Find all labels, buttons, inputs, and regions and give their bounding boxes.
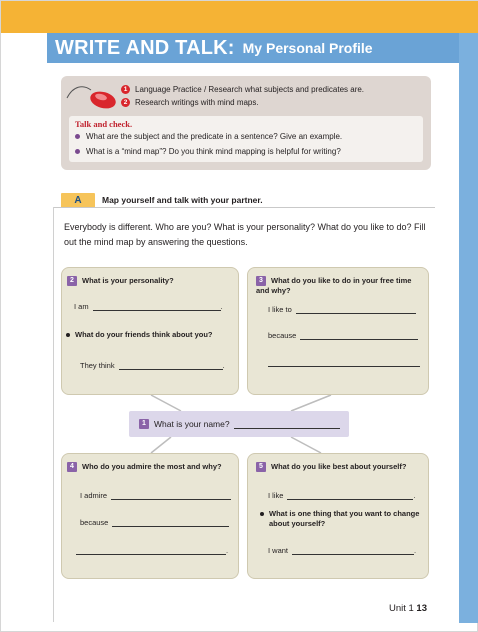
card-number: 2 — [67, 276, 77, 286]
answer-prefix: They think — [80, 361, 115, 370]
answer-end: . — [220, 302, 223, 311]
answer-line[interactable] — [80, 361, 225, 370]
card-free-time — [247, 267, 429, 395]
card-number: 3 — [256, 276, 266, 286]
section-intro: Everybody is different. Who are you? What is your personality? What do you like to do? Fill out the mind map by answering the questions. — [64, 222, 426, 247]
goal-number: 2 — [121, 98, 130, 107]
answer-line[interactable] — [268, 546, 416, 555]
card-number: 4 — [67, 462, 77, 472]
card-admire — [61, 453, 239, 579]
bullet-icon — [66, 333, 70, 337]
goal-number: 1 — [121, 85, 130, 94]
answer-prefix: because — [268, 331, 297, 340]
answer-end: . — [414, 546, 417, 555]
answer-blank[interactable] — [287, 499, 413, 500]
answer-line[interactable] — [80, 518, 229, 527]
answer-prefix: I like — [268, 491, 284, 500]
question-text: What is a “mind map”? Do you think mind mapping is helpful for writing? — [86, 147, 341, 156]
bullet-question — [66, 330, 213, 339]
answer-prefix: I like to — [268, 305, 292, 314]
unit-label: Unit 1 — [388, 603, 414, 614]
card-heading — [67, 276, 235, 286]
card-number: 5 — [256, 462, 266, 472]
answer-prefix: because — [80, 518, 109, 527]
answer-blank[interactable] — [112, 526, 229, 527]
answer-end: . — [226, 546, 229, 555]
answer-prefix: I am — [74, 302, 89, 311]
answer-blank[interactable] — [268, 366, 420, 367]
card-heading — [256, 276, 424, 296]
card-heading — [67, 462, 235, 472]
answer-line[interactable] — [268, 491, 416, 500]
goal-text: Research writings with mind maps. — [135, 98, 259, 107]
bullet-question — [260, 509, 426, 529]
card-heading — [256, 462, 426, 472]
answer-line[interactable] — [80, 491, 231, 500]
card-like-best — [247, 453, 429, 579]
question-text: What is your name? — [154, 419, 230, 429]
header-subtitle: My Personal Profile — [242, 40, 373, 56]
goal-text: Language Practice / Research what subjects and predicates are. — [135, 85, 365, 94]
answer-blank[interactable] — [234, 428, 340, 429]
answer-prefix: I admire — [80, 491, 108, 500]
answer-blank[interactable] — [93, 310, 221, 311]
answer-line[interactable] — [76, 546, 228, 555]
bullet-icon — [260, 512, 264, 516]
section-badge: A — [61, 193, 95, 208]
card-number: 1 — [139, 419, 149, 429]
answer-line[interactable] — [268, 331, 418, 340]
section-title: Map yourself and talk with your partner. — [102, 195, 263, 205]
answer-blank[interactable] — [300, 339, 418, 340]
answer-line[interactable] — [74, 302, 223, 311]
answer-line[interactable] — [139, 419, 340, 429]
header-title: WRITE AND TALK: — [55, 36, 235, 59]
question-text: What are the subject and the predicate in a sentence? Give an example. — [86, 132, 343, 141]
page-footer — [389, 603, 427, 614]
answer-prefix: I want — [268, 546, 289, 555]
answer-blank[interactable] — [296, 313, 416, 314]
question-text: What do your friends think about you? — [75, 330, 213, 339]
heading-text: What do you like to do in your free time and why? — [256, 276, 412, 296]
answer-blank[interactable] — [111, 499, 231, 500]
heading-text: What do you like best about yourself? — [271, 462, 407, 471]
answer-line[interactable] — [268, 305, 416, 314]
answer-end: . — [413, 491, 416, 500]
card-personality — [61, 267, 239, 395]
question-text: What is one thing that you want to change about yourself? — [269, 509, 420, 528]
talk-title: Talk and check. — [75, 119, 133, 129]
page-number: 13 — [416, 603, 427, 614]
answer-blank[interactable] — [76, 554, 226, 555]
center-node-name — [129, 411, 349, 437]
heading-text: What is your personality? — [82, 276, 174, 285]
heading-text: Who do you admire the most and why? — [82, 462, 222, 471]
answer-blank[interactable] — [119, 369, 223, 370]
answer-end: . — [222, 361, 225, 370]
answer-blank[interactable] — [292, 554, 414, 555]
